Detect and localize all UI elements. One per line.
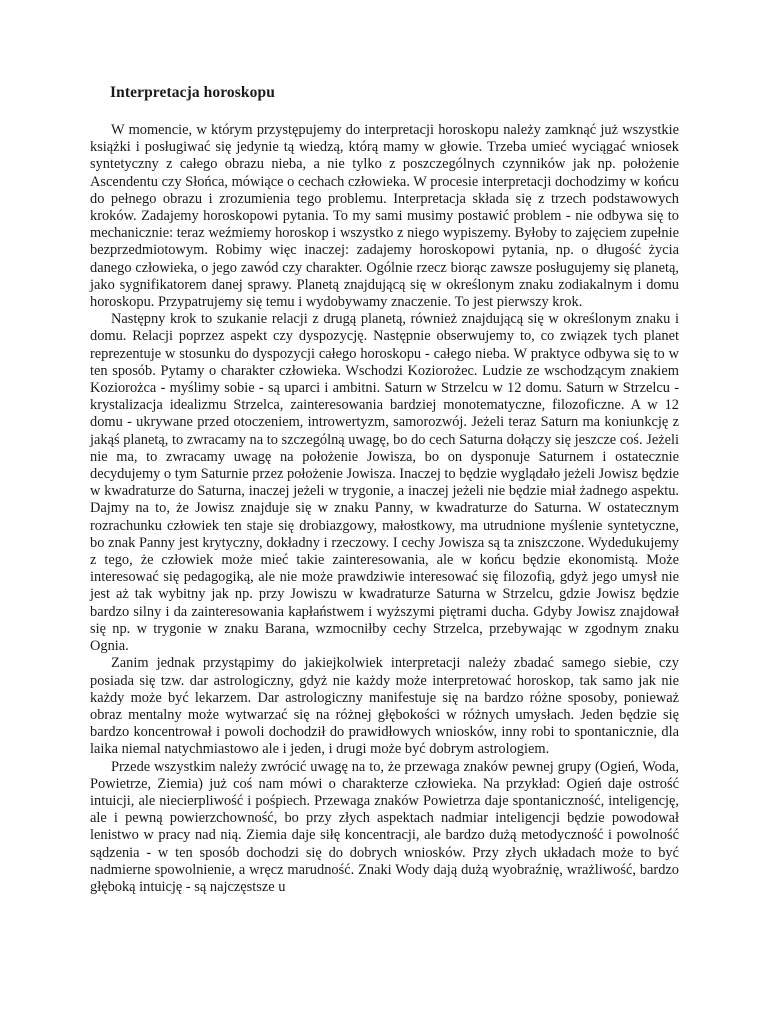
document-title: Interpretacja horoskopu [110, 84, 275, 101]
paragraph-4: Przede wszystkim należy zwrócić uwagę na to, że przewaga znaków pewnej grupy (Ogień, Woda, Powietrze, Ziemia) już coś nam mówi o charakterze człowieka. Na przykład: Ogień daje ostrość intuicji, ale niecierpliwość i pośpiech. Przewaga znaków Powietrza daje spontaniczność, inteligencję, ale i pewną powierzchowność, bo przy złych aspektach nadmiar inteligencji będzie powodował lenistwo w pracy nad nią. Ziemia daje siłę koncentracji, ale bardzo dużą metodyczność i powolność sądzenia - w ten sposób dochodzi się do dobrych wniosków. Przy złych układach może to być nadmierne spowolnienie, a wręcz marudność. Znaki Wody dają dużą wyobraźnię, wrażliwość, bardzo głęboką intuicję - są najczęstsze u [90, 758, 679, 895]
document-body [90, 122, 679, 896]
paragraph-1: W momencie, w którym przystępujemy do interpretacji horoskopu należy zamknąć już wszystkie książki i posługiwać się jedynie tą wiedzą, którą mamy w głowie. Trzeba umieć wyciągać wniosek syntetyczny z całego obrazu nieba, a nie tylko z poszczególnych czynników jak np. położenie Ascendentu czy Słońca, mówiące o cechach człowieka. W procesie interpretacji dochodzimy w końcu do pełnego obrazu i zrozumienia tego problemu. Interpretacja składa się z trzech podstawowych kroków. Zadajemy horoskopowi pytania. To my sami musimy postawić problem - nie odbywa się to mechanicznie: teraz weźmiemy horoskop i wszystko z niego wypiszemy. Byłoby to zajęciem zupełnie bezprzedmiotowym. Robimy więc inaczej: zadajemy horoskopowi pytania, np. o długość życia danego człowieka, o jego zawód czy charakter. Ogólnie rzecz biorąc zawsze posługujemy się planetą, jako sygnifikatorem danej sprawy. Planetą znajdującą się w określonym znaku zodiakalnym i domu horoskopu. Przypatrujemy się temu i wydobywamy znaczenie. To jest pierwszy krok. [90, 122, 679, 311]
paragraph-3: Zanim jednak przystąpimy do jakiejkolwiek interpretacji należy zbadać samego siebie, czy posiada się tzw. dar astrologiczny, gdyż nie każdy może interpretować horoskop, tak samo jak nie każdy może być lekarzem. Dar astrologiczny manifestuje się na bardzo różne sposoby, ponieważ obraz mentalny może wytwarzać się na różnej głębokości w różnych umysłach. Jeden będzie się bardzo koncentrował i powoli dochodził do prawidłowych wniosków, inny robi to spontanicznie, dla laika niemal natychmiastowo ale i jeden, i drugi może być dobrym astrologiem. [90, 655, 679, 758]
paragraph-2: Następny krok to szukanie relacji z drugą planetą, również znajdującą się w określonym znaku i domu. Relacji poprzez aspekt czy dyspozycję. Następnie obserwujemy to, co związek tych planet reprezentuje w stosunku do dyspozycji całego horoskopu - całego nieba. W praktyce odbywa się to w ten sposób. Pytamy o charakter człowieka. Wschodzi Koziorożec. Ludzie ze wschodzącym znakiem Koziorożca - myślimy sobie - są uparci i ambitni. Saturn w Strzelcu w 12 domu. Saturn w Strzelcu - krystalizacja idealizmu Strzelca, zainteresowania bardziej monotematyczne, filozoficzne. A w 12 domu - ukrywane przed otoczeniem, introwertyzm, samorozwój. Jeżeli teraz Saturn ma koniunkcję z jakąś planetą, to zwracamy na to szczególną uwagę, bo do cech Saturna dołączy się jeszcze coś. Jeżeli nie ma, to zwracamy uwagę na położenie Jowisza, bo on dysponuje Saturnem i ostatecznie decydujemy o tym Saturnie przez położenie Jowisza. Inaczej to będzie wyglądało jeżeli Jowisz będzie w kwadraturze do Saturna, inaczej jeżeli w trygonie, a inaczej jeżeli nie będzie miał żadnego aspektu. Dajmy na to, że Jowisz znajduje się w znaku Panny, w kwadraturze do Saturna. W ostatecznym rozrachunku człowiek ten staje się drobiazgowy, małostkowy, ma utrudnione myślenie syntetyczne, bo znak Panny jest krytyczny, dokładny i rzeczowy. I cechy Jowisza są ta zniszczone. Wydedukujemy z tego, że człowiek może mieć takie zainteresowania, ale w końcu będzie ekonomistą. Może interesować się pedagogiką, ale nie może prawdziwie interesować się filozofią, gdyż jego umysł nie jest aż tak wybitny jak np. przy Jowiszu w kwadraturze Saturna w Strzelcu, gdzie Jowisz będzie bardzo silny i da zainteresowania kapłaństwem i wyższymi piętrami ducha. Gdyby Jowisz znajdował się np. w trygonie w znaku Barana, wzmocniłby cechy Strzelca, przebywając w zgodnym znaku Ognia. [90, 311, 679, 655]
